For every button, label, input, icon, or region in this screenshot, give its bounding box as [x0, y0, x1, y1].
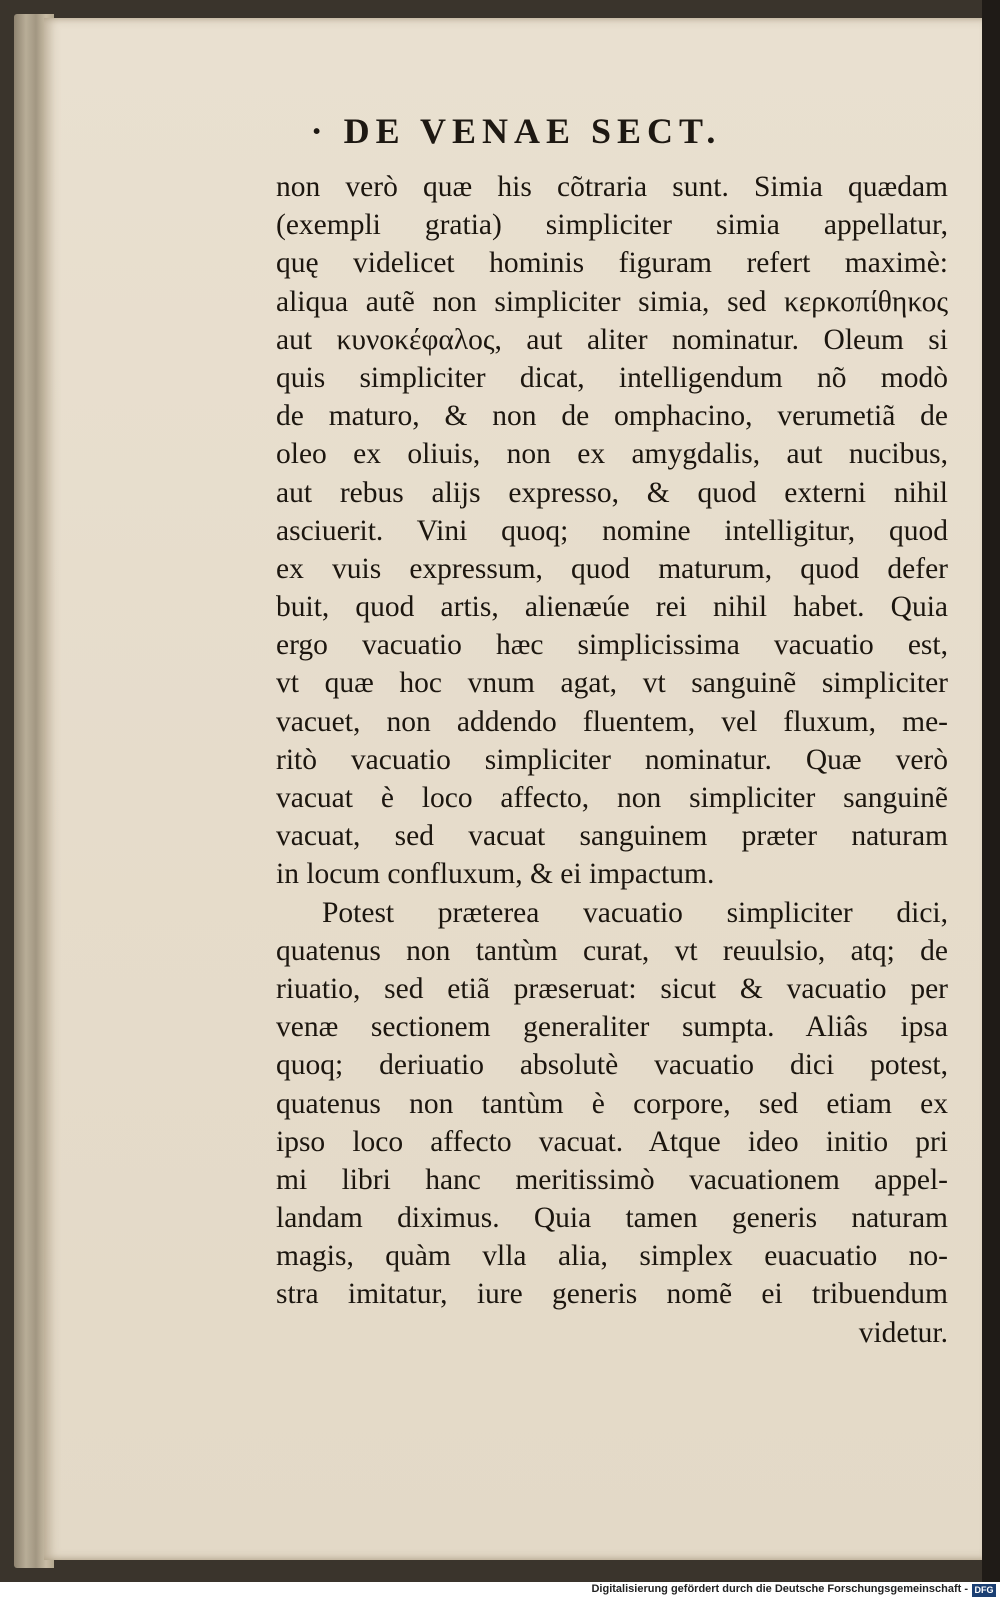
text-line: riuatio, sed etiã præseruat: sicut & vacuatio per	[276, 972, 948, 1005]
text-line: ritò vacuatio simpliciter nominatur. Quæ verò	[276, 743, 948, 776]
text-line: quatenus non tantùm è corpore, sed etiam ex	[276, 1087, 948, 1120]
text-line: vacuet, non addendo fluentem, vel fluxum, me-	[276, 705, 948, 738]
text-line: magis, quàm vlla alia, simplex euacuatio no-	[276, 1240, 948, 1273]
text-line: vacuat, sed vacuat sanguinem præter naturam	[276, 820, 948, 853]
text-line: quę videlicet hominis figuram refert maximè:	[276, 247, 948, 280]
text-line: quatenus non tantùm curat, vt reuulsio, atq; de	[276, 934, 948, 967]
text-line: ergo vacuatio hæc simplicissima vacuatio est,	[276, 629, 948, 662]
text-line: vacuat è loco affecto, non simpliciter sanguinẽ	[276, 782, 948, 814]
text-line: ipso loco affecto vacuat. Atque ideo initio pri	[276, 1125, 948, 1158]
text-line: stra imitatur, iure generis nomẽ ei tribuendum	[276, 1278, 948, 1311]
scan-border-right	[982, 0, 1000, 1582]
text-block	[276, 168, 948, 1352]
text-line: buit, quod artis, alienæúe rei nihil habet. Quia	[276, 591, 948, 624]
text-line: asciuerit. Vini quoq; nomine intelligitur, quod	[276, 514, 948, 547]
text-line-catchword: videtur.	[858, 1316, 948, 1349]
text-line: (exempli gratia) simpliciter simia appellatur,	[276, 209, 948, 242]
text-line: vt quæ hoc vnum agat, vt sanguinẽ simpliciter	[276, 667, 948, 700]
text-line: aliqua autẽ non simpliciter simia, sed κερκοπίθηκος	[276, 285, 948, 318]
text-line: quis simpliciter dicat, intelligendum nõ modò	[276, 361, 948, 394]
book-page	[44, 18, 988, 1560]
digitization-credit: Digitalisierung gefördert durch die Deutsche Forschungsgemeinschaft -	[591, 1583, 968, 1595]
text-line: landam diximus. Quia tamen generis naturam	[276, 1202, 948, 1235]
text-line: non verò quæ his cõtraria sunt. Simia quædam	[276, 171, 948, 203]
text-line: ex vuis expressum, quod maturum, quod defer	[276, 552, 948, 585]
dfg-logo: DFG	[972, 1584, 996, 1597]
text-line: Potest præterea vacuatio simpliciter dici,	[322, 896, 948, 929]
text-line: aut rebus alĳs expresso, & quod externi nihil	[276, 476, 948, 509]
running-head: · DE VENAE SECT.	[310, 111, 722, 151]
text-line: oleo ex oliuis, non ex amygdalis, aut nucibus,	[276, 438, 948, 471]
text-line: de maturo, & non de omphacino, verumetiã de	[276, 400, 948, 433]
text-line: in locum confluxum, & ei impactum.	[276, 858, 715, 891]
text-line: mi libri hanc meritissimò vacuationem appel-	[276, 1163, 948, 1196]
text-line: aut κυνοκέφαλος, aut aliter nominatur. Oleum si	[276, 323, 948, 356]
text-line: venæ sectionem generaliter sumpta. Aliâs ipsa	[276, 1011, 948, 1044]
text-line: quoq; deriuatio absolutè vacuatio dici potest,	[276, 1049, 948, 1082]
